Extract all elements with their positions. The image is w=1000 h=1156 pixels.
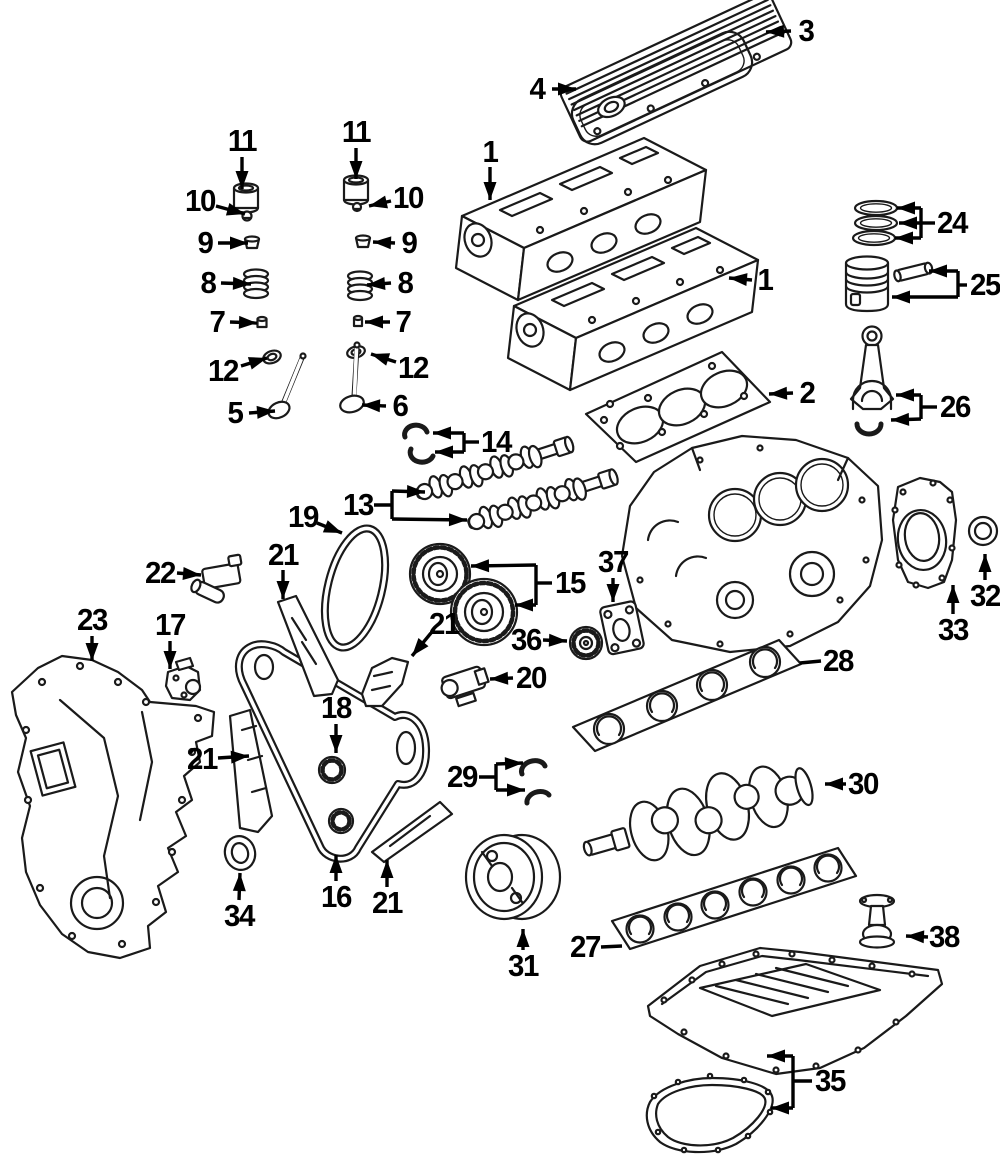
callout-32: 32 bbox=[970, 578, 1000, 613]
leader-line bbox=[317, 523, 342, 533]
callout-21: 21 bbox=[187, 741, 217, 776]
callout-10: 10 bbox=[393, 180, 423, 215]
leader-line bbox=[490, 678, 513, 679]
callout-33: 33 bbox=[938, 612, 968, 647]
callout-15: 15 bbox=[555, 565, 585, 600]
leader-line bbox=[369, 201, 391, 206]
callout-11: 11 bbox=[227, 123, 257, 158]
leader-line bbox=[496, 763, 523, 764]
leader-line bbox=[769, 393, 793, 394]
callout-38: 38 bbox=[929, 919, 959, 954]
callout-19: 19 bbox=[288, 499, 318, 534]
leader-line bbox=[218, 756, 249, 758]
callout-8: 8 bbox=[200, 265, 216, 300]
callout-36: 36 bbox=[511, 622, 541, 657]
callout-21: 21 bbox=[429, 606, 459, 641]
callout-29: 29 bbox=[447, 759, 477, 794]
callout-24: 24 bbox=[937, 205, 967, 240]
callout-2: 2 bbox=[799, 375, 815, 410]
callout-1: 1 bbox=[757, 262, 773, 297]
callout-6: 6 bbox=[392, 388, 408, 423]
callout-21: 21 bbox=[372, 885, 402, 920]
leader-line bbox=[241, 358, 267, 366]
leader-line bbox=[371, 354, 396, 362]
callout-30: 30 bbox=[848, 766, 878, 801]
leader-line bbox=[249, 411, 275, 413]
leader-line bbox=[766, 31, 791, 32]
leader-line bbox=[221, 283, 251, 284]
callout-20: 20 bbox=[516, 660, 546, 695]
callout-3: 3 bbox=[798, 13, 814, 48]
callout-12: 12 bbox=[398, 350, 428, 385]
leader-line bbox=[177, 573, 201, 575]
callout-25: 25 bbox=[970, 267, 1000, 302]
leader-line bbox=[392, 491, 425, 492]
callout-37: 37 bbox=[598, 544, 628, 579]
callout-35: 35 bbox=[815, 1063, 845, 1098]
callout-17: 17 bbox=[155, 607, 185, 642]
callout-21: 21 bbox=[268, 537, 298, 572]
leader-line bbox=[891, 419, 921, 420]
callout-27: 27 bbox=[570, 929, 600, 964]
leader-line bbox=[216, 206, 245, 214]
callout-22: 22 bbox=[145, 555, 175, 590]
leader-line bbox=[367, 283, 391, 285]
leader-line bbox=[230, 322, 257, 323]
callout-5: 5 bbox=[227, 395, 243, 430]
callout-26: 26 bbox=[940, 389, 970, 424]
callout-18: 18 bbox=[321, 690, 351, 725]
leader-line bbox=[373, 242, 395, 243]
leader-line bbox=[392, 519, 467, 520]
callout-23: 23 bbox=[77, 602, 107, 637]
callout-9: 9 bbox=[401, 225, 417, 260]
leader-line bbox=[543, 640, 567, 641]
leader-line bbox=[800, 661, 821, 663]
leader-line bbox=[471, 565, 536, 566]
callout-13: 13 bbox=[343, 487, 373, 522]
callout-8: 8 bbox=[397, 265, 413, 300]
leader-line bbox=[239, 873, 240, 900]
callout-1: 1 bbox=[482, 134, 498, 169]
callout-12: 12 bbox=[208, 353, 238, 388]
callout-31: 31 bbox=[508, 948, 538, 983]
callout-14: 14 bbox=[481, 424, 511, 459]
leader-line bbox=[729, 278, 752, 280]
leader-line bbox=[906, 936, 928, 937]
leader-line bbox=[601, 946, 622, 947]
leader-line bbox=[362, 405, 386, 406]
callout-7: 7 bbox=[209, 304, 225, 339]
callout-34: 34 bbox=[224, 898, 254, 933]
callout-9: 9 bbox=[197, 225, 213, 260]
callout-28: 28 bbox=[823, 643, 853, 678]
callout-11: 11 bbox=[341, 114, 371, 149]
callout-4: 4 bbox=[529, 71, 545, 106]
callout-7: 7 bbox=[395, 304, 411, 339]
callout-16: 16 bbox=[321, 879, 351, 914]
callout-10: 10 bbox=[185, 183, 215, 218]
